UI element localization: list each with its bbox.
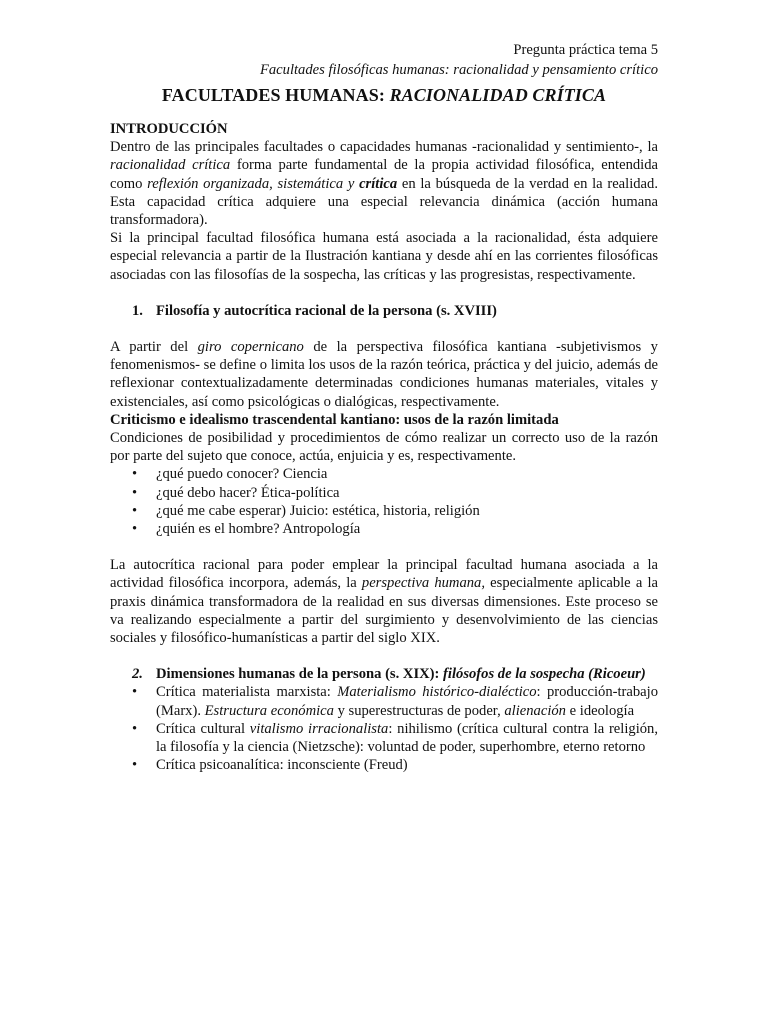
section-1-paragraph-1: A partir del giro copernicano de la perspectiva filosófica kantiana -subjetivismos y fenomenismos- se define o limita los usos de la razón teórica, práctica y del juicio, además de reflexionar contextualizadamente determinadas condiciones humanas materiales, vitales y existenciales, así como psicológicas o dialógicas, respectivamente. <box>110 339 658 410</box>
document-body <box>110 120 658 775</box>
section-2-heading <box>110 665 658 683</box>
list-item: • Crítica psicoanalítica: inconsciente (Freud) <box>110 756 658 774</box>
list-item: • ¿qué debo hacer? Ética-política <box>110 484 658 502</box>
section-1-number: 1. <box>132 302 143 319</box>
section-1-subheading: Criticismo e idealismo trascendental kantiano: usos de la razón limitada <box>110 411 559 428</box>
title-main: FACULTADES HUMANAS: <box>161 85 390 105</box>
section-1-title: Filosofía y autocrítica racional de la persona (s. XVIII) <box>156 302 497 319</box>
section-1-paragraph-2: Condiciones de posibilidad y procedimientos de cómo realizar un correcto uso de la razón por parte del sujeto que conoce, actúa, enjuicia y es, respectivamente. <box>110 430 658 465</box>
section-2-title: Dimensiones humanas de la persona (s. XIX): <box>156 666 444 683</box>
header-line-2: Facultades filosóficas humanas: racionalidad y pensamiento crítico <box>259 62 658 78</box>
intro-paragraph-2: Si la principal facultad filosófica humana está asociada a la racionalidad, ésta adquiere especial relevancia a partir de la Ilustración kantiana y desde ahí en las corrientes filosóficas asociadas con las filosofías de la sospecha, las críticas y las progresistas, respectivamente. <box>110 230 658 283</box>
list-item: • Crítica cultural vitalismo irracionalista: nihilismo (crítica cultural contra la religión, la filosofía y la ciencia (Nietzsche): voluntad de poder, superhombre, eterno retorno <box>110 720 658 756</box>
list-item: • ¿qué puedo conocer? Ciencia <box>110 465 658 483</box>
intro-heading: INTRODUCCIÓN <box>110 121 228 137</box>
list-item: • ¿quién es el hombre? Antropología <box>110 520 658 538</box>
section-2-number: 2. <box>132 666 143 683</box>
section-1-bullet-list <box>110 465 658 538</box>
title-italic: RACIONALIDAD CRÍTICA <box>389 85 607 105</box>
section-2-title-italic: filósofos de la sospecha (Ricoeur) <box>443 666 646 683</box>
intro-paragraph-1: Dentro de las principales facultades o capacidades humanas -racionalidad y sentimiento-, la racionalidad crítica forma parte fundamental de la propia actividad filosófica, entendida como reflexión organizada, sistemática y crítica en la búsqueda de la verdad en la realidad. Esta capacidad crítica adquiere una especial relevancia dinámica (acción humana transformadora). <box>110 139 658 229</box>
page-header <box>260 40 658 80</box>
list-item: • ¿qué me cabe esperar) Juicio: estética, historia, religión <box>110 502 658 520</box>
header-line-1: Pregunta práctica tema 5 <box>513 42 658 58</box>
document-title <box>0 86 768 104</box>
list-item: • Crítica materialista marxista: Materialismo histórico-dialéctico: producción-trabajo (Marx). Estructura económica y superestructuras de poder, alienación e ideología <box>110 683 658 719</box>
section-1-paragraph-3: La autocrítica racional para poder emplear la principal facultad humana asociada a la actividad filosófica incorpora, además, la perspectiva humana, especialmente aplicable a la praxis dinámica transformadora de la realidad en sus diversas dimensiones. Este proceso se va realizando especialmente a partir del surgimiento y desenvolvimiento de las ciencias sociales y filosófico-humanísticas a partir del siglo XIX. <box>110 557 658 647</box>
section-1-heading <box>110 302 658 320</box>
section-2-bullet-list <box>110 683 658 774</box>
